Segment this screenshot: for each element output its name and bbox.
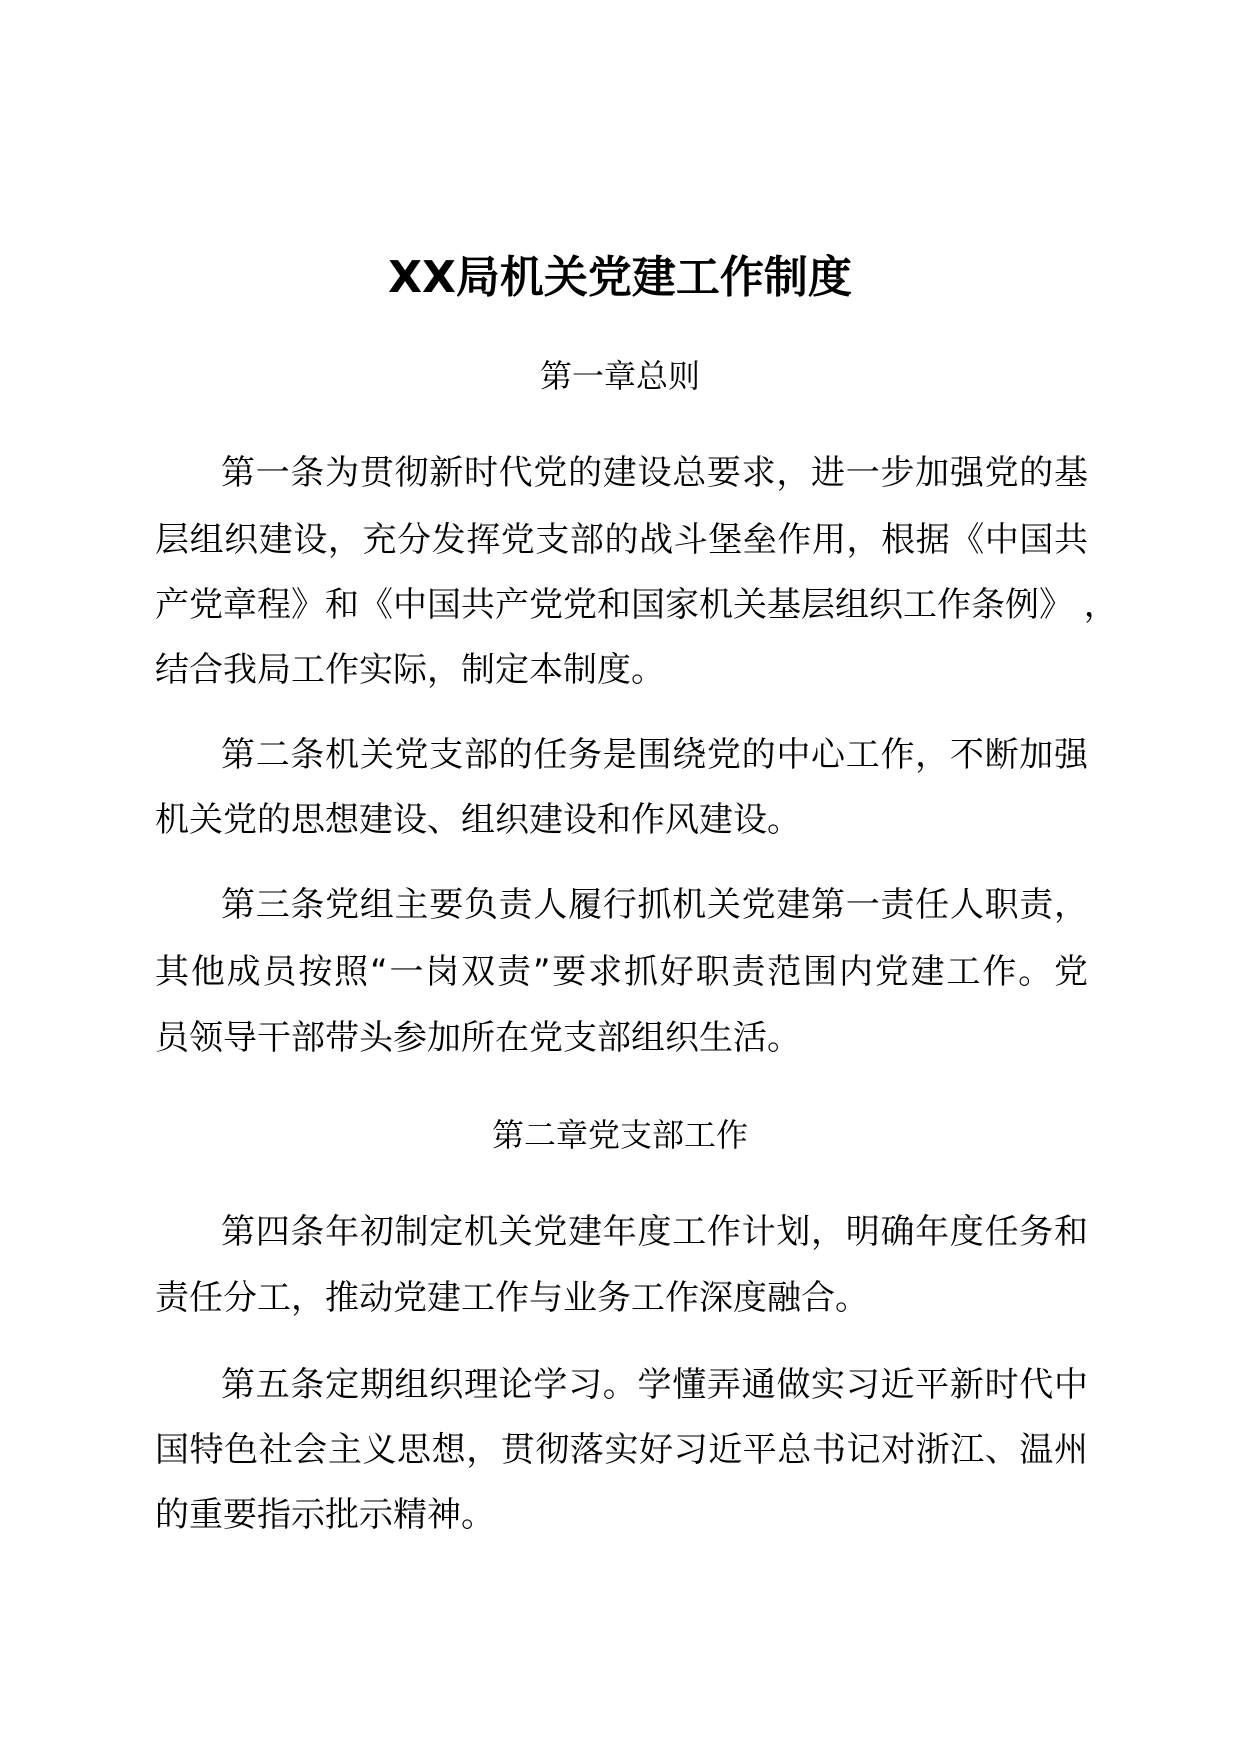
paragraph-line: 第一条为贯彻新时代党的建设总要求，进一步加强党的基 <box>221 453 1088 493</box>
paragraph-line: 第二条机关党支部的任务是围绕党的中心工作，不断加强 <box>221 735 1088 775</box>
paragraph-line: 第三条党组主要负责人履行抓机关党建第一责任人职责， <box>221 885 1088 925</box>
paragraph-line: 其他成员按照“一岗双责”要求抓好职责范围内党建工作。党 <box>155 952 1088 992</box>
paragraph-line: 第五条定期组织理论学习。学懂弄通做实习近平新时代中 <box>221 1365 1088 1405</box>
paragraph-line: 的重要指示批示精神。 <box>155 1495 495 1535</box>
paragraph-line: 产党章程》和《中国共产党党和国家机关基层组织工作条例》 ， <box>155 585 1118 625</box>
chapter-heading-1: 第一章总则 <box>539 357 700 395</box>
paragraph-line: 责任分工，推动党建工作与业务工作深度融合。 <box>155 1278 869 1318</box>
paragraph-line: 第四条年初制定机关党建年度工作计划，明确年度任务和 <box>221 1212 1088 1252</box>
paragraph-line: 结合我局工作实际，制定本制度。 <box>155 650 665 690</box>
paragraph-line: 层组织建设，充分发挥党支部的战斗堡垒作用，根据《中国共 <box>155 520 1088 560</box>
paragraph-line: 机关党的思想建设、组织建设和作风建设。 <box>155 800 801 840</box>
paragraph-line: 员领导干部带头参加所在党支部组织生活。 <box>155 1018 801 1058</box>
document-title: XX局机关党建工作制度 <box>388 252 852 303</box>
chapter-heading-2: 第二章党支部工作 <box>491 1116 748 1154</box>
paragraph-line: 国特色社会主义思想，贯彻落实好习近平总书记对浙江、温州 <box>155 1430 1088 1470</box>
